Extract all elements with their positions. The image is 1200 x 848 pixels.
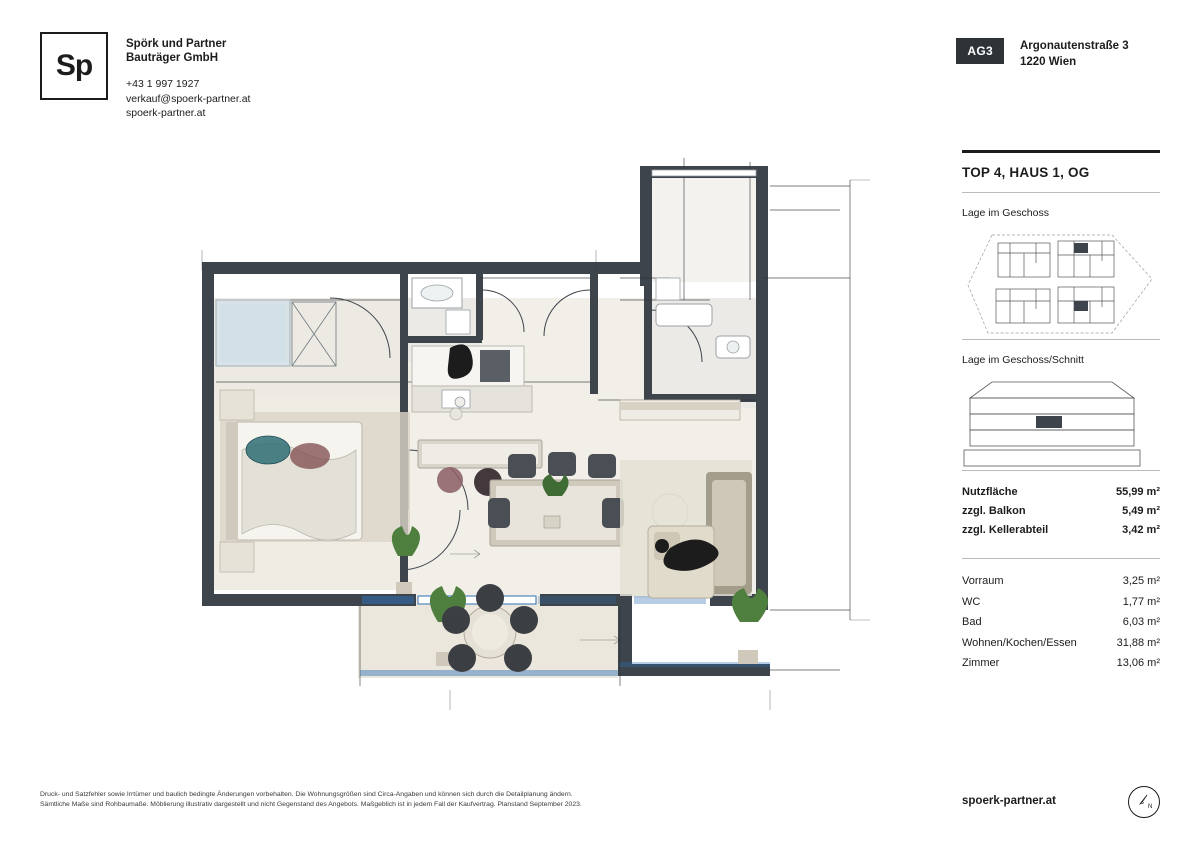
area-value: 5,49 m²: [1122, 505, 1160, 517]
area-row: [962, 483, 1160, 502]
compass-icon: [1128, 786, 1160, 818]
footnote-line-1: Druck- und Satzfehler sowie Irrtümer und baulich bedingte Änderungen vorbehalten. Die Wohnungsgrößen sind Circa-Angaben und können sich durch die Detailplanung ändern.: [40, 791, 573, 798]
position-floor-diagram: [962, 229, 1160, 339]
room-value: 3,25 m²: [1122, 575, 1160, 587]
address-city: 1220 Wien: [1020, 56, 1077, 68]
area-row: [962, 502, 1160, 521]
company-name-line1: Spörk und Partner: [126, 38, 227, 50]
brand-block: [40, 32, 250, 121]
table-row: [962, 571, 1160, 592]
footer-website[interactable]: spoerk-partner.at: [962, 795, 1056, 807]
room-label: Zimmer: [962, 657, 1000, 669]
company-email[interactable]: verkauf@spoerk-partner.at: [126, 92, 251, 105]
label-position-section: Lage im Geschoss/Schnitt: [962, 354, 1084, 366]
area-value: 3,42 m²: [1122, 524, 1160, 536]
room-label: Bad: [962, 616, 982, 628]
logo-text: Sp: [55, 49, 93, 82]
project-tag: AG3: [956, 38, 1004, 64]
room-area-list: [962, 571, 1160, 674]
table-row: [962, 612, 1160, 633]
address-street: Argonautenstraße 3: [1020, 40, 1129, 52]
floorplan-drawing: [150, 150, 930, 730]
footnote-line-2: Sämtliche Maße sind Rohbaumaße. Möblierung illustrativ dargestellt und nicht Gegenstand des Angebots. Maßgeblich ist in jedem Fall der Kaufvertrag. Planstand September 2023.: [40, 801, 582, 808]
info-panel: [962, 150, 1160, 674]
label-position-floor: Lage im Geschoss: [962, 207, 1049, 219]
legal-footnote: [40, 790, 640, 810]
table-row: [962, 633, 1160, 654]
unit-title: TOP 4, HAUS 1, OG: [962, 165, 1090, 180]
company-logo: [40, 32, 108, 100]
table-row: [962, 653, 1160, 674]
room-value: 13,06 m²: [1116, 657, 1160, 669]
company-phone: +43 1 997 1927: [126, 78, 200, 90]
main-area-list: [962, 483, 1160, 540]
table-row: [962, 592, 1160, 613]
room-value: 1,77 m²: [1122, 595, 1160, 608]
company-website[interactable]: spoerk-partner.at: [126, 107, 206, 119]
panel-rule-3: [962, 470, 1160, 471]
svg-text:N: N: [1148, 804, 1153, 810]
area-row: [962, 521, 1160, 540]
company-name-line2: Bauträger GmbH: [126, 52, 219, 64]
position-section-diagram: [962, 378, 1160, 470]
brand-text-block: [126, 32, 250, 121]
room-label: Vorraum: [962, 575, 1004, 587]
area-label: zzgl. Kellerabteil: [962, 524, 1049, 536]
room-value: 6,03 m²: [1122, 616, 1160, 628]
room-label: Wohnen/Kochen/Essen: [962, 636, 1077, 649]
room-value: 31,88 m²: [1116, 636, 1160, 649]
area-label: zzgl. Balkon: [962, 505, 1026, 517]
area-value: 55,99 m²: [1115, 486, 1160, 498]
room-label: WC: [962, 595, 981, 608]
area-label: Nutzfläche: [962, 486, 1018, 498]
address-block: [956, 38, 1160, 70]
panel-rule-4: [962, 558, 1160, 559]
